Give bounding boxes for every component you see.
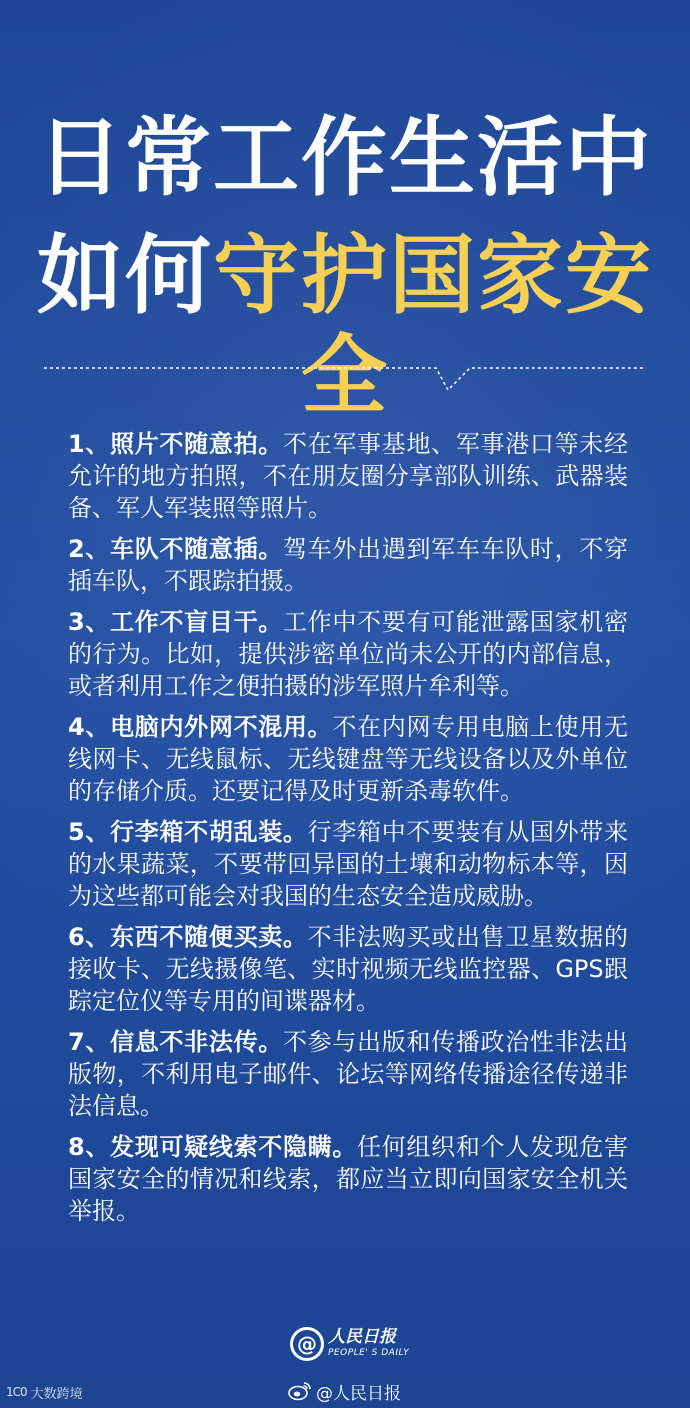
guideline-item-1 [68, 428, 628, 524]
title-line-2-prefix: 如何 [37, 226, 213, 326]
speech-bubble-divider [44, 366, 646, 414]
guideline-item-4 [68, 711, 628, 807]
guideline-text: 任何组织和个人发现危害国家安全的情况和线索，都应当立即向国家安全机关举报。 [68, 1133, 628, 1225]
guideline-lead: 1、照片不随意拍。 [68, 430, 283, 458]
title-highlight: 守护国家安全 [213, 226, 653, 426]
guideline-text: 不在内网专用电脑上使用无线网卡、无线鼠标、无线键盘等无线设备以及外单位的存储介质。还要记得及时更新杀毒软件。 [68, 713, 629, 805]
title-line-1: 日常工作生活中 [37, 108, 653, 208]
guideline-text: 不在军事基地、军事港口等未经允许的地方拍照，不在朋友圈分享部队训练、武器装备、军人军装照等照片。 [68, 430, 629, 522]
weibo-icon [288, 1381, 312, 1401]
guideline-text: 驾车外出遇到军车车队时，不穿插车队，不跟踪拍摄。 [68, 535, 629, 595]
guideline-lead: 4、电脑内外网不混用。 [68, 713, 333, 741]
guideline-item-5 [68, 816, 628, 912]
logo-subtitle: PEOPLE' S DAILY [328, 1348, 410, 1358]
guideline-lead: 7、信息不非法传。 [68, 1028, 283, 1056]
guideline-lead: 6、东西不随便买卖。 [68, 923, 308, 951]
guideline-lead: 3、工作不盲目干。 [68, 608, 283, 636]
guideline-lead: 8、发现可疑线索不隐瞒。 [68, 1133, 358, 1161]
guideline-text: 工作中不要有可能泄露国家机密的行为。比如，提供涉密单位尚未公开的内部信息，或者利用工作之便拍摄的涉军照片牟利等。 [68, 608, 629, 700]
guideline-item-3 [68, 606, 628, 702]
peoples-daily-logo [290, 1327, 430, 1363]
guideline-item-8 [68, 1131, 628, 1227]
guideline-lead: 2、车队不随意插。 [68, 535, 283, 563]
guideline-lead: 5、行李箱不胡乱装。 [68, 818, 308, 846]
guidelines-list [68, 428, 628, 1236]
at-sign-icon: @ [290, 1327, 324, 1361]
guideline-text: 不参与出版和传播政治性非法出版物，不利用电子邮件、论坛等网络传播途径传递非法信息。 [68, 1028, 629, 1120]
guideline-text: 行李箱中不要装有从国外带来的水果蔬菜，不要带回异国的土壤和动物标本等，因为这些都可能会对我国的生态安全造成威胁。 [68, 818, 628, 910]
guideline-item-2 [68, 533, 628, 597]
watermark [6, 1381, 83, 1403]
guideline-text: 不非法购买或出售卫星数据的接收卡、无线摄像笔、实时视频无线监控器、GPS跟踪定位仪等专用的间谍器材。 [68, 923, 628, 1015]
logo-name: 人民日报 [328, 1327, 396, 1347]
weibo-credit[interactable] [288, 1380, 401, 1402]
watermark-text: 大数跨境 [30, 1386, 83, 1402]
weibo-handle: @人民日报 [316, 1383, 401, 1404]
watermark-icon: 1C0 [6, 1385, 27, 1399]
guideline-item-6 [68, 921, 628, 1017]
guideline-item-7 [68, 1026, 628, 1122]
